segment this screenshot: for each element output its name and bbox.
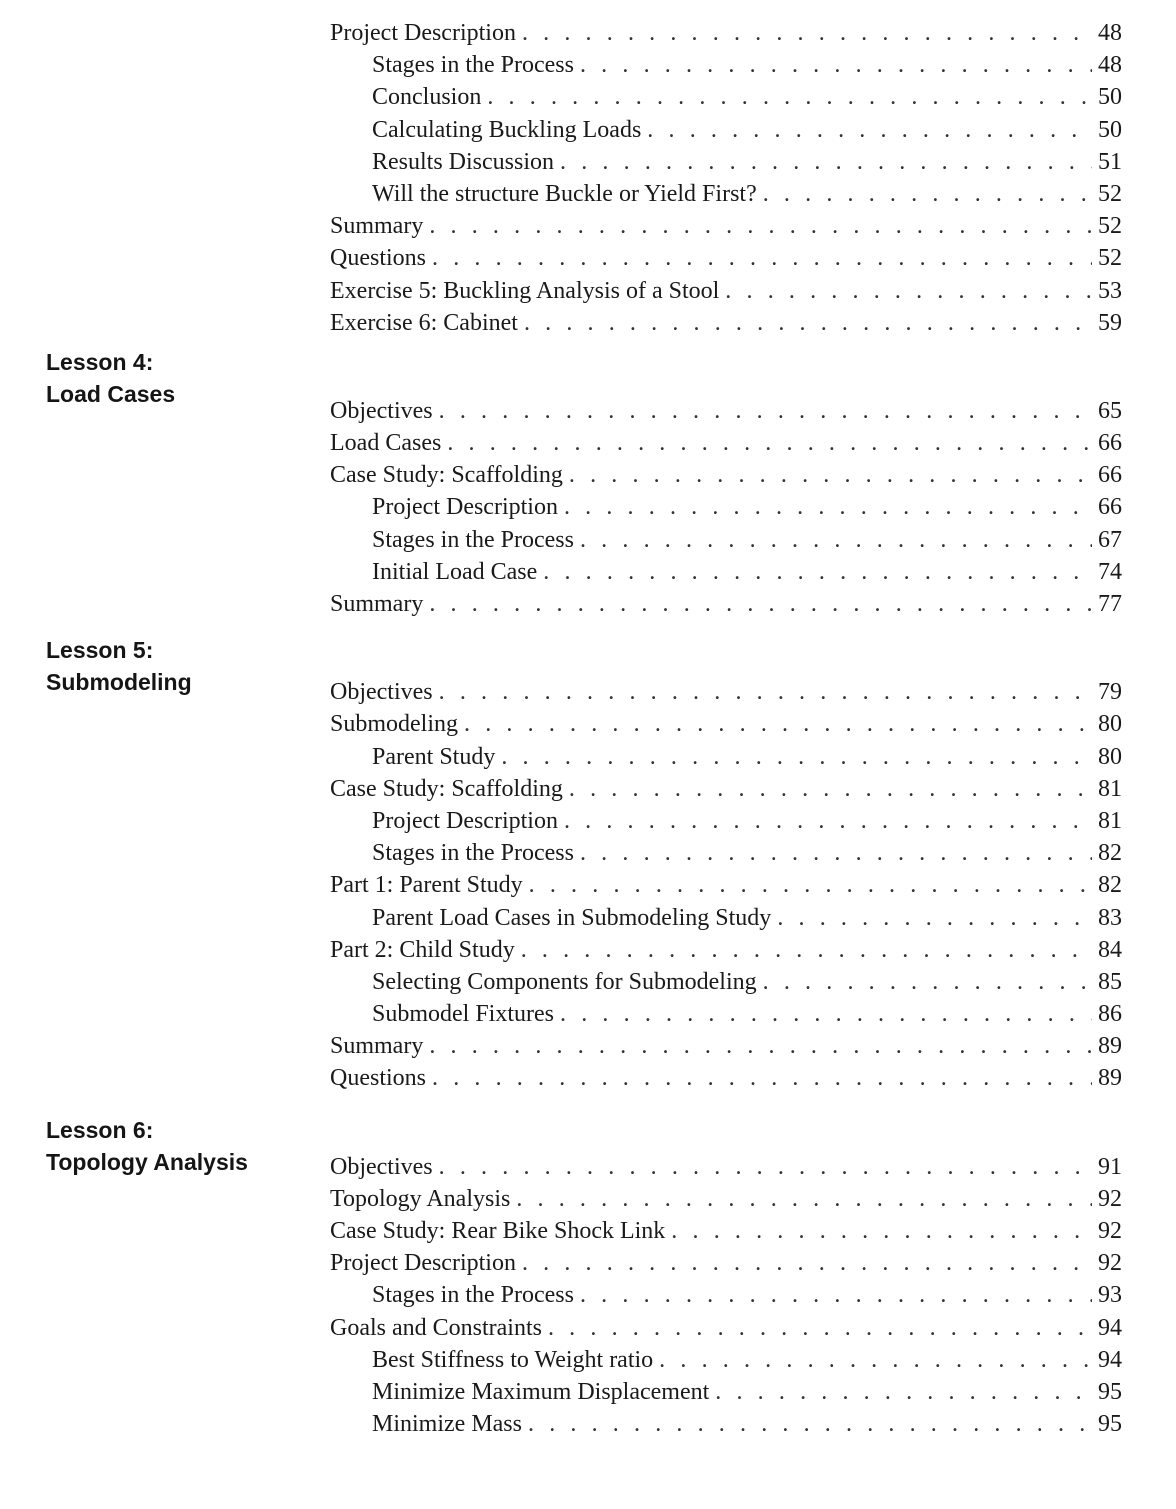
toc-entry[interactable] [330,1379,1122,1411]
toc-entry[interactable] [330,591,1122,623]
toc-entry[interactable] [330,430,1122,462]
dot-leader [671,1218,1092,1245]
toc-entry[interactable] [330,1411,1122,1443]
lesson-4-heading [46,346,175,410]
dot-leader [464,711,1092,738]
lesson-5-entries [330,679,1122,1097]
toc-entry-page: 81 [1098,775,1122,802]
toc-entry-title: Results Discussion [372,148,555,175]
dot-leader [447,430,1092,457]
toc-entry-title: Goals and Constraints [330,1314,542,1341]
dot-leader [439,1154,1092,1181]
lesson-6-heading [46,1114,248,1178]
toc-entry[interactable] [330,872,1122,904]
dot-leader [569,462,1092,489]
toc-entry-title: Case Study: Rear Bike Shock Link [330,1218,666,1244]
toc-entry-page: 82 [1098,840,1122,867]
toc-entry[interactable] [330,117,1122,149]
toc-entry[interactable] [330,1315,1122,1347]
dot-leader [659,1347,1092,1374]
toc-entry-title: Questions [330,245,426,272]
toc-entry[interactable] [330,679,1122,711]
dot-leader [580,52,1092,79]
toc-entry-title: Questions [330,1065,426,1092]
toc-entry[interactable] [330,52,1122,84]
toc-entry-page: 89 [1098,1033,1122,1060]
toc-entry-title: Project Description [330,1250,516,1277]
dot-leader [763,181,1092,208]
toc-entry[interactable] [330,1186,1122,1218]
lesson-title: Submodeling [46,669,192,695]
dot-leader [777,905,1092,932]
dot-leader [725,278,1092,305]
lesson-4-entries [330,398,1122,623]
toc-entry-page: 74 [1098,558,1122,585]
toc-entry-page: 83 [1098,904,1122,931]
toc-entry-page: 93 [1098,1282,1122,1309]
toc-entry[interactable] [330,808,1122,840]
toc-entry[interactable] [330,1347,1122,1379]
dot-leader [528,1411,1092,1438]
toc-entry[interactable] [330,1154,1122,1186]
dot-leader [439,679,1092,706]
toc-entry[interactable] [330,398,1122,430]
toc-entry-title: Initial Load Case [372,558,538,585]
toc-entry-page: 80 [1098,711,1122,738]
toc-entry-page: 65 [1098,397,1122,424]
toc-entry-page: 95 [1098,1411,1122,1438]
dot-leader [521,937,1092,964]
toc-entry-page: 86 [1098,1001,1122,1028]
toc-entry[interactable] [330,937,1122,969]
lesson-number: Lesson 4: [46,349,154,375]
toc-entry-title: Parent Load Cases in Submodeling Study [372,904,772,931]
toc-entry-page: 48 [1098,52,1122,79]
toc-entry-title: Submodeling [330,711,459,738]
toc-entry[interactable] [330,1065,1122,1097]
toc-entry-page: 80 [1098,743,1122,770]
dot-leader [543,559,1092,586]
toc-entry-title: Part 1: Parent Study [330,872,523,899]
toc-entry-title: Part 2: Child Study [330,936,515,963]
dot-leader [524,310,1092,337]
toc-entry-page: 51 [1098,148,1122,175]
toc-entry-title: Summary [330,213,424,240]
dot-leader [580,1282,1092,1309]
toc-entry-page: 66 [1098,462,1122,489]
toc-entry-title: Stages in the Process [372,840,574,867]
toc-entry-title: Minimize Maximum Displacement [372,1378,710,1405]
dot-leader [487,84,1092,111]
toc-entry-title: Objectives [330,679,433,706]
toc-entry-page: 84 [1098,936,1122,963]
lesson-number: Lesson 5: [46,637,154,663]
lesson-title: Topology Analysis [46,1149,248,1175]
toc-entry[interactable] [330,245,1122,277]
toc-entry-page: 52 [1098,180,1122,207]
toc-entry-page: 94 [1098,1314,1122,1341]
toc-entry[interactable] [330,84,1122,116]
toc-entry-title: Summary [330,1033,424,1060]
toc-entry[interactable] [330,181,1122,213]
toc-entry-title: Load Cases [330,430,442,457]
toc-entry-page: 89 [1098,1065,1122,1092]
toc-entry-page: 50 [1098,116,1122,143]
dot-leader [548,1315,1092,1342]
toc-entry-title: Project Description [330,20,516,46]
dot-leader [501,744,1092,771]
toc-entry-page: 92 [1098,1185,1122,1212]
toc-entry-page: 79 [1098,679,1122,706]
toc-entry[interactable] [330,278,1122,310]
dot-leader [429,591,1092,618]
dot-leader [529,872,1092,899]
toc-entry[interactable] [330,1001,1122,1033]
toc-entry[interactable] [330,1282,1122,1314]
dot-leader [763,969,1092,996]
toc-entry[interactable] [330,1250,1122,1282]
toc-entry-page: 52 [1098,245,1122,272]
toc-entry-page: 50 [1098,84,1122,111]
lesson-6-entries [330,1154,1122,1444]
section-gap [330,1098,1122,1154]
toc-entry[interactable] [330,744,1122,776]
toc-entry-page: 67 [1098,526,1122,553]
dot-leader [564,808,1092,835]
toc-entry-page: 66 [1098,494,1122,521]
toc-entry-page: 66 [1098,430,1122,457]
dot-leader [429,1033,1092,1060]
toc-entry-page: 94 [1098,1346,1122,1373]
toc-entry[interactable] [330,969,1122,1001]
toc-entry[interactable] [330,905,1122,937]
toc-entry[interactable] [330,559,1122,591]
toc-entry[interactable] [330,213,1122,245]
toc-entry-title: Selecting Components for Submodeling [372,968,757,995]
toc-entry-title: Minimize Mass [372,1411,522,1438]
dot-leader [647,117,1092,144]
toc-entry-title: Stages in the Process [372,1282,574,1309]
toc-entry-page: 77 [1098,591,1122,617]
dot-leader [580,527,1092,554]
toc-entry-page: 59 [1098,309,1122,336]
dot-leader [516,1186,1092,1213]
toc-entry-page: 92 [1098,1218,1122,1244]
toc-entry-title: Case Study: Scaffolding [330,775,563,802]
section-gap [330,623,1122,679]
toc-entry[interactable] [330,1033,1122,1065]
toc-entry-title: Objectives [330,1153,433,1180]
dot-leader [522,20,1092,47]
lesson-3-tail-entries [330,20,1122,342]
dot-leader [522,1250,1092,1277]
toc-entry-page: 82 [1098,872,1122,899]
toc-entry-page: 95 [1098,1378,1122,1405]
toc-entry[interactable] [330,494,1122,526]
toc-entry-page: 85 [1098,968,1122,995]
dot-leader [580,840,1092,867]
dot-leader [564,494,1092,521]
dot-leader [439,398,1092,425]
toc-entry-page: 48 [1098,20,1122,46]
toc-entry-title: Topology Analysis [330,1185,511,1212]
toc-entry-title: Objectives [330,397,433,424]
toc-entry-title: Parent Study [372,743,496,770]
toc-entry-title: Project Description [372,807,558,834]
table-of-contents [330,20,1122,1443]
toc-entry-title: Conclusion [372,84,482,111]
toc-entry[interactable] [330,149,1122,181]
dot-leader [715,1379,1092,1406]
toc-entry[interactable] [330,1218,1122,1250]
toc-entry-title: Calculating Buckling Loads [372,116,642,143]
dot-leader [560,1001,1092,1028]
toc-entry-title: Will the structure Buckle or Yield First? [372,180,757,207]
toc-entry[interactable] [330,310,1122,342]
toc-entry-title: Case Study: Scaffolding [330,462,563,489]
toc-entry-title: Exercise 5: Buckling Analysis of a Stool [330,277,720,304]
toc-entry-title: Submodel Fixtures [372,1001,555,1028]
toc-entry-title: Stages in the Process [372,52,574,79]
toc-entry-page: 81 [1098,807,1122,834]
toc-entry-title: Stages in the Process [372,526,574,553]
toc-entry[interactable] [330,840,1122,872]
lesson-5-heading [46,634,192,698]
lesson-number: Lesson 6: [46,1117,154,1143]
lesson-title: Load Cases [46,381,176,407]
dot-leader [432,245,1092,272]
toc-entry-title: Summary [330,591,424,617]
toc-entry[interactable] [330,527,1122,559]
toc-entry[interactable] [330,20,1122,52]
toc-entry-title: Exercise 6: Cabinet [330,309,518,336]
dot-leader [569,776,1092,803]
toc-entry-page: 53 [1098,277,1122,304]
dot-leader [560,149,1092,176]
toc-entry[interactable] [330,776,1122,808]
toc-entry-title: Best Stiffness to Weight ratio [372,1346,654,1373]
toc-entry-page: 92 [1098,1250,1122,1277]
toc-entry-page: 91 [1098,1153,1122,1180]
toc-entry-page: 52 [1098,213,1122,240]
dot-leader [432,1065,1092,1092]
section-gap [330,342,1122,398]
toc-entry[interactable] [330,711,1122,743]
toc-entry-title: Project Description [372,494,558,521]
dot-leader [429,213,1092,240]
toc-entry[interactable] [330,462,1122,494]
